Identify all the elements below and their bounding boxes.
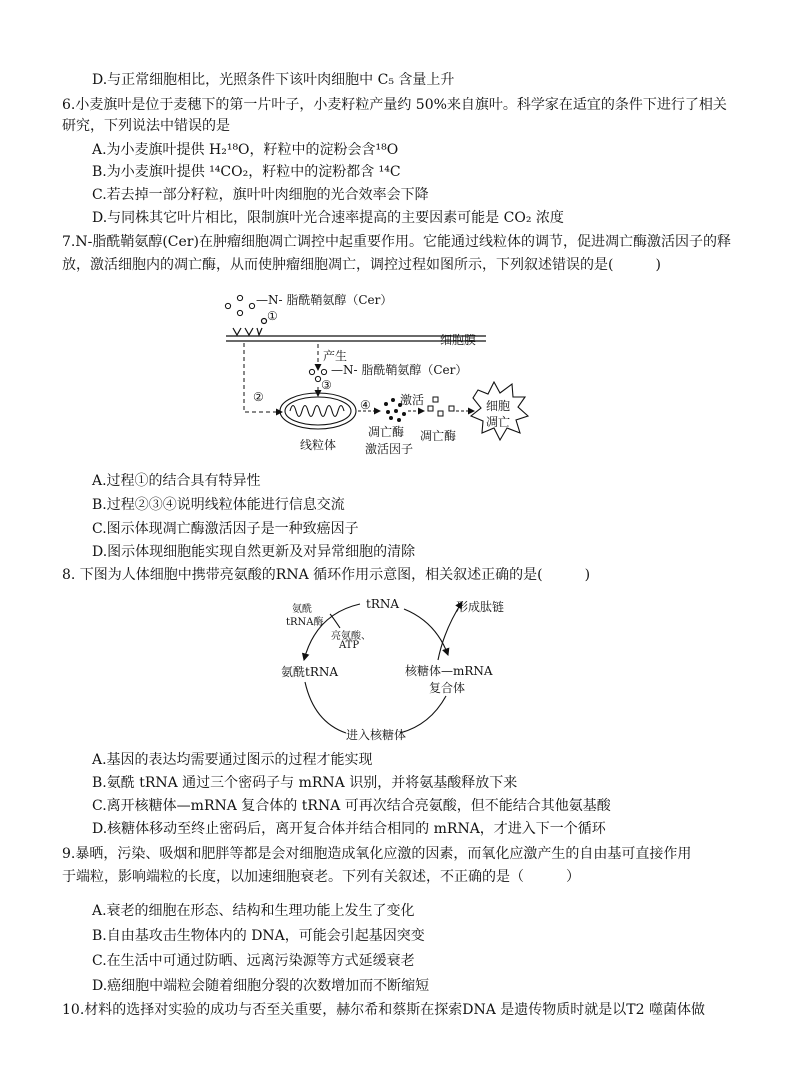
q9-option-a: A.衰老的细胞在形态、结构和生理功能上发生了变化 xyxy=(92,903,415,919)
q7-option-c: C.图示体现凋亡酶激活因子是一种致癌因子 xyxy=(92,521,359,537)
q8-option-b: B.氨酰 tRNA 通过三个密码子与 mRNA 识别，并将氨基酸释放下来 xyxy=(92,775,518,791)
factor-label-1: 凋亡酶 xyxy=(368,425,405,439)
q6-option-c: C.若去掉一部分籽粒，旗叶叶肉细胞的光合效率会下降 xyxy=(92,187,429,203)
factor-label-2: 激活因子 xyxy=(365,442,414,456)
q10-stem-line1: 10.材料的选择对实验的成功与否至关重要，赫尔希和蔡斯在探索DNA 是遗传物质时就是以T2 噬菌体做 xyxy=(62,1002,705,1018)
peptide-label: 形成肽链 xyxy=(456,600,505,614)
enzyme-label-2: tRNA酶 xyxy=(286,617,324,628)
step3-label: ③ xyxy=(321,378,332,392)
step4-label: ④ xyxy=(360,398,371,412)
q7-option-b: B.过程②③④说明线粒体能进行信息交流 xyxy=(92,497,345,513)
step1-label: ① xyxy=(267,309,278,323)
trna-label: tRNA xyxy=(366,597,400,611)
q8-stem: 8. 下图为人体细胞中携带亮氨酸的RNA 循环作用示意图，相关叙述正确的是( ) xyxy=(62,567,591,583)
substrate-label-1: 亮氨酸、 xyxy=(331,631,371,642)
q8-option-c: C.离开核糖体—mRNA 复合体的 tRNA 可再次结合亮氨酸，但不能结合其他氨基酸 xyxy=(92,798,611,814)
cer-label-top: —N- 脂酰鞘氨醇（Cer） xyxy=(256,293,393,307)
q7-option-d: D.图示体现细胞能实现自然更新及对异常细胞的清除 xyxy=(92,544,416,560)
complex-label-1: 核糖体—mRNA xyxy=(405,664,493,678)
q6-option-d: D.与同株其它叶片相比，限制旗叶光合速率提高的主要因素可能是 CO₂ 浓度 xyxy=(92,210,564,226)
q8-option-a: A.基因的表达均需要通过图示的过程才能实现 xyxy=(92,752,373,768)
step2-label: ② xyxy=(253,390,264,404)
q9-option-c: C.在生活中可通过防晒、远离污染源等方式延缓衰老 xyxy=(92,953,415,969)
q6-stem-line1: 6.小麦旗叶是位于麦穗下的第一片叶子，小麦籽粒产量约 50%来自旗叶。科学家在适宜的条件下进行了相关 xyxy=(62,97,727,113)
q9-option-d: D.癌细胞中端粒会随着细胞分裂的次数增加而不断缩短 xyxy=(92,978,430,994)
q6-stem-line2: 研究，下列说法中错误的是 xyxy=(62,118,230,134)
q7-option-a: A.过程①的结合具有特异性 xyxy=(92,473,261,489)
death-label-1: 细胞 xyxy=(486,399,511,413)
q8-option-d: D.核糖体移动至终止密码后，离开复合体并结合相同的 mRNA，才进入下一个循环 xyxy=(92,821,606,837)
cer-label-mid: —N- 脂酰鞘氨醇（Cer） xyxy=(331,363,468,377)
q7-stem-line2: 放，激活细胞内的凋亡酶，从而使肿瘤细胞凋亡，调控过程如图所示，下列叙述错误的是( ) xyxy=(62,257,661,273)
mitochondrion-label: 线粒体 xyxy=(300,438,337,452)
q5-option-d: D.与正常细胞相比，光照条件下该叶肉细胞中 C₅ 含量上升 xyxy=(92,72,455,88)
death-label-2: 凋亡 xyxy=(486,415,511,429)
q9-option-b: B.自由基攻击生物体内的 DNA，可能会引起基因突变 xyxy=(92,928,425,944)
arc-enter-to-aatrna xyxy=(305,682,346,733)
produce-label: 产生 xyxy=(323,349,348,363)
activate-label: 激活 xyxy=(400,393,425,407)
membrane-label: 细胞膜 xyxy=(440,333,477,347)
enzyme-label: 凋亡酶 xyxy=(420,429,457,443)
q7-stem-line1: 7.N-脂酰鞘氨醇(Cer)在肿瘤细胞凋亡调控中起重要作用。它能通过线粒体的调节，促进凋亡酶激活因子的释 xyxy=(62,234,731,250)
enter-label: 进入核糖体 xyxy=(346,728,407,742)
q9-stem-line2: 于端粒，影响端粒的长度，以加速细胞衰老。下列有关叙述，不正确的是（ ） xyxy=(62,869,580,885)
enzyme-label-1: 氨酰 xyxy=(292,604,312,615)
substrate-label-2: ATP xyxy=(339,640,360,651)
q9-stem-line1: 9.暴晒，污染、吸烟和肥胖等都是会对细胞造成氧化应激的因素，而氧化应激产生的自由基可直接作用 xyxy=(62,846,692,862)
enzyme-branch xyxy=(330,614,340,628)
arc-complex-to-enter xyxy=(400,696,446,733)
q6-option-a: A.为小麦旗叶提供 H₂¹⁸O，籽粒中的淀粉会含¹⁸O xyxy=(92,142,399,158)
aatrna-label: 氨酰tRNA xyxy=(281,665,339,679)
q6-option-b: B.为小麦旗叶提供 ¹⁴CO₂，籽粒中的淀粉都含 ¹⁴C xyxy=(92,164,401,180)
complex-label-2: 复合体 xyxy=(429,681,466,695)
